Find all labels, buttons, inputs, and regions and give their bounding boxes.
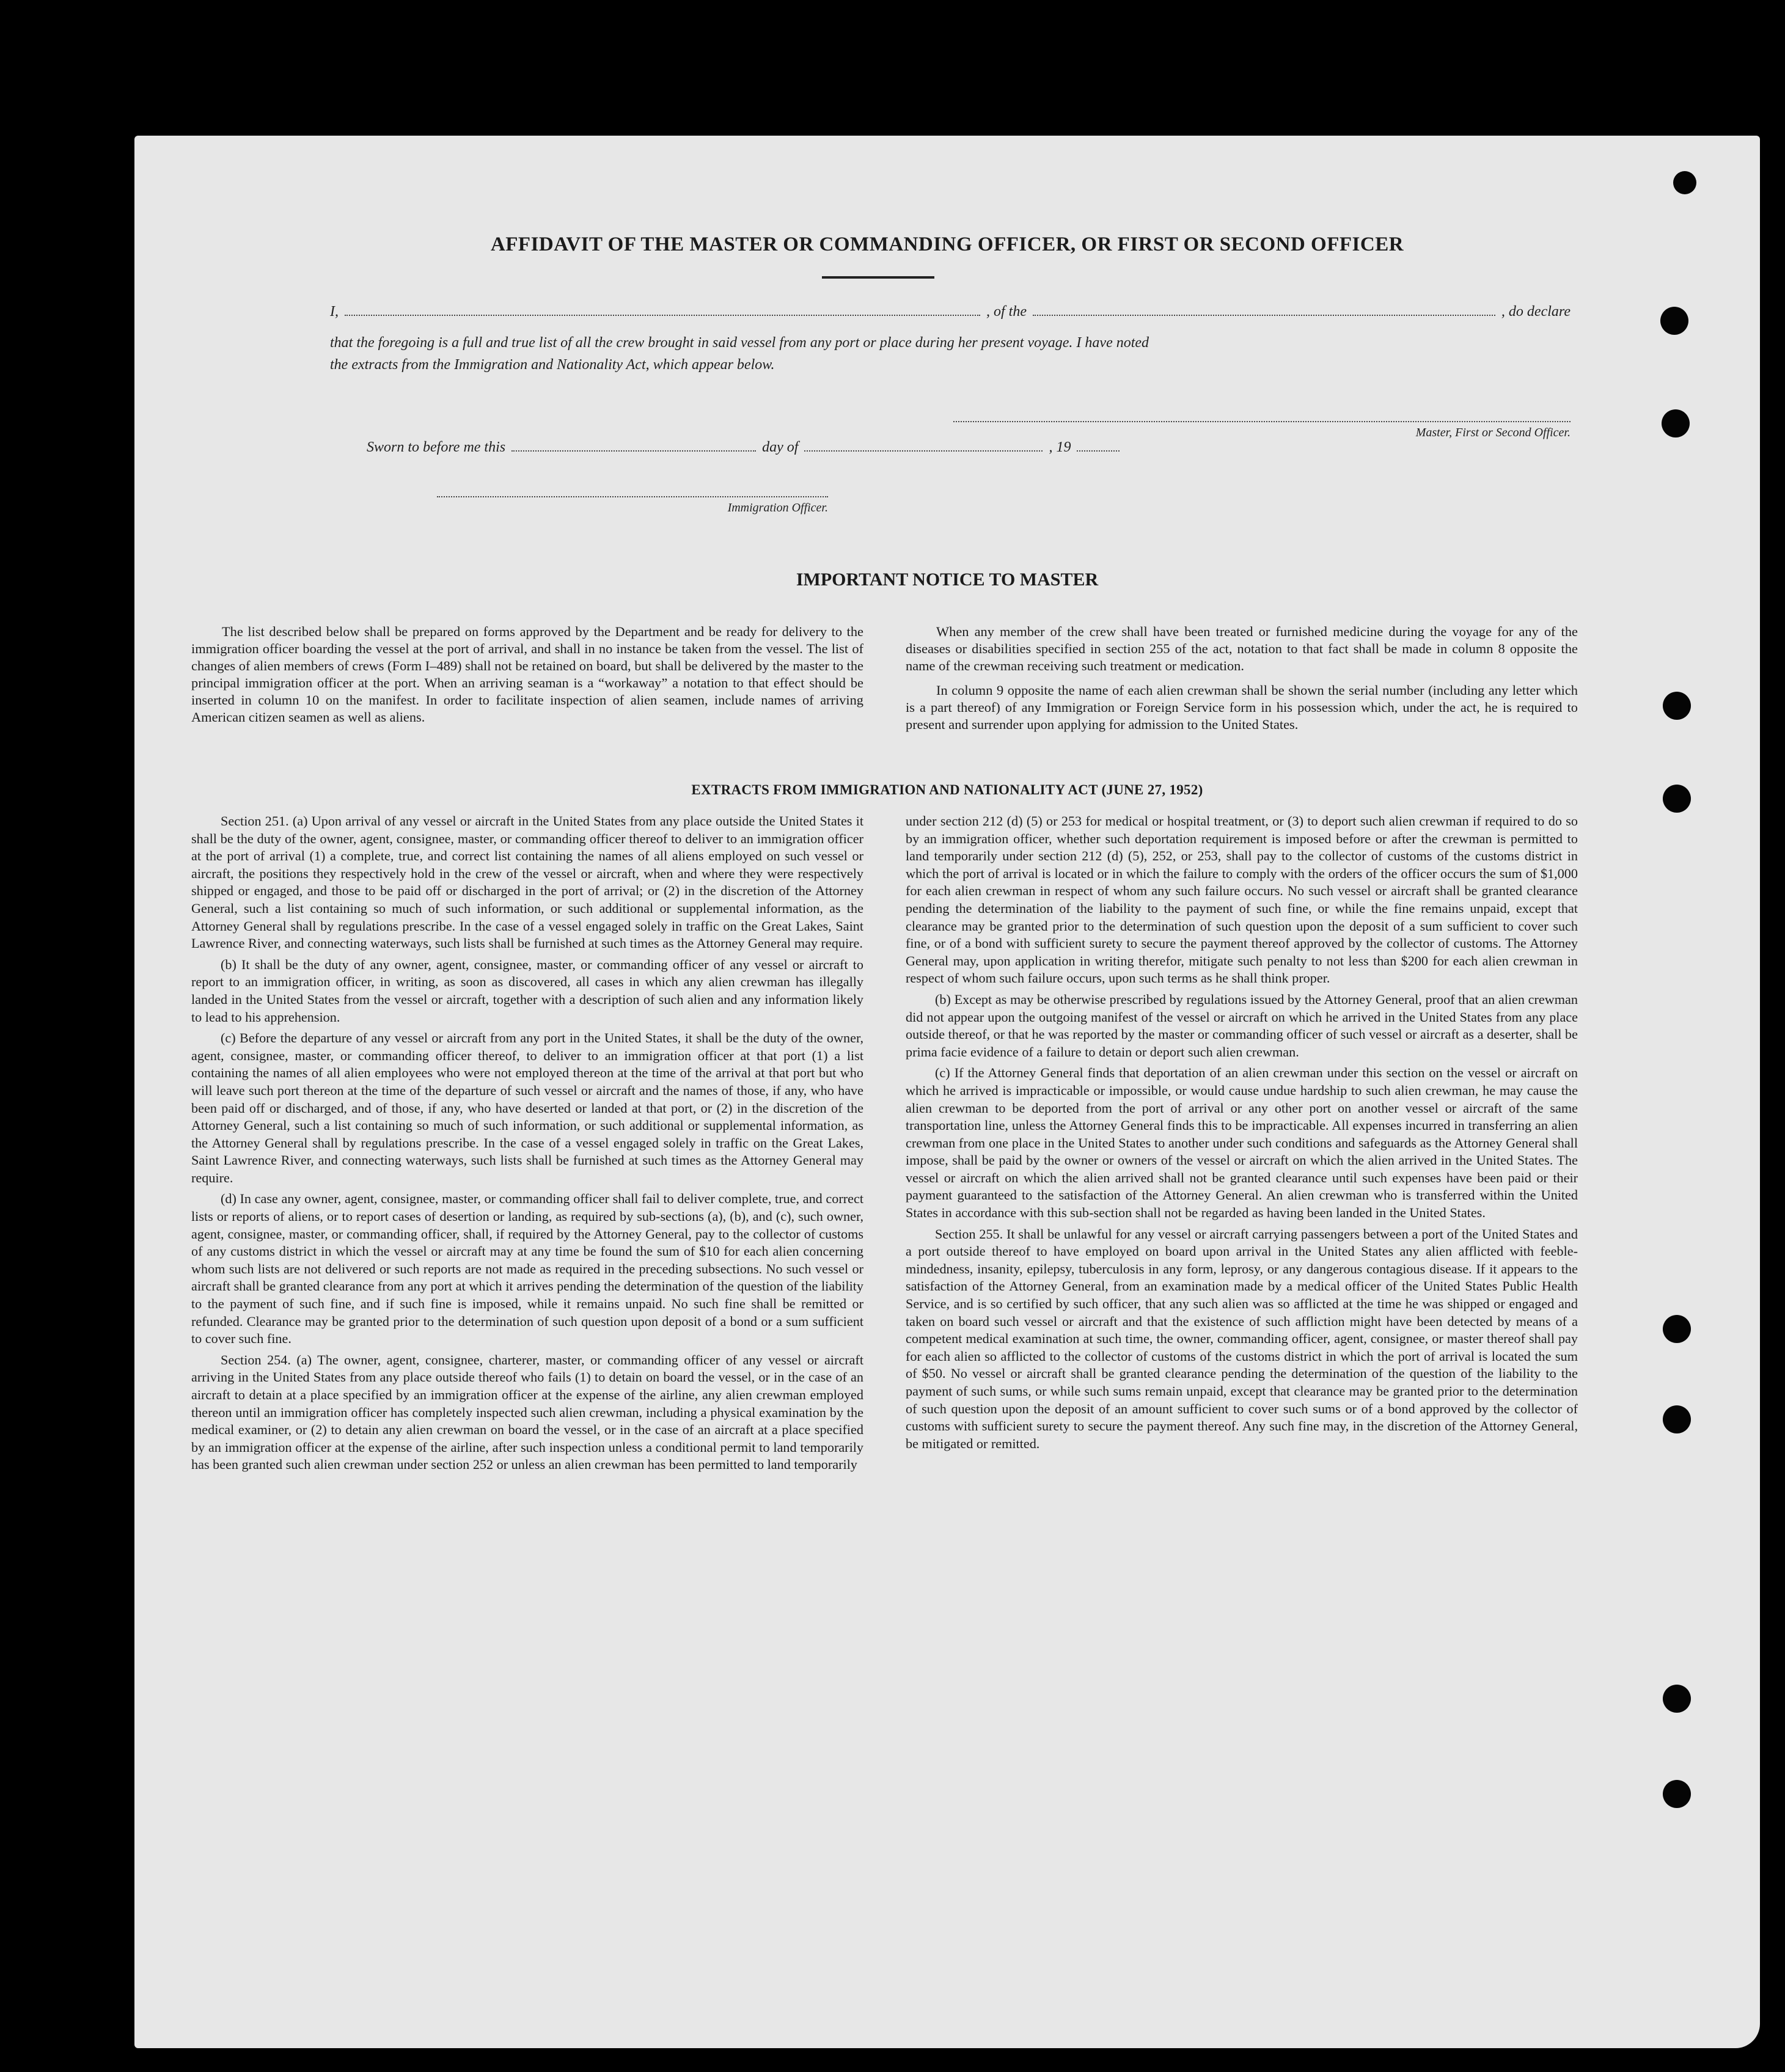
notice-right (906, 623, 1578, 741)
day-of-label: day of (762, 439, 799, 455)
notice-left (191, 623, 863, 733)
sworn-line (367, 439, 1308, 465)
section-251-d: (d) In case any owner, agent, consignee, master, or commanding officer shall fail to deliver complete, true, and correct lists or reports of aliens, or to report cases of desertion or landing, as required by sub-sections (a), (b), and (c), such owner, agent, consignee, master, or commanding officer, shall, if required by the Attorney General, pay to the collector of customs of any customs district in which the vessel or aircraft may at any time be found the sum of $10 for each alien concerning whom such lists are not delivered or such reports are not made as required in the preceding subsections. No such vessel or aircraft shall be granted clearance from any port at which it arrives pending the determination of the question of the liability to the payment of such fine, and if such fine is imposed, while it remains unpaid. No such fine shall be remitted or refunded. Clearance may be granted prior to the determination of such question upon deposit of a bond or a sum sufficient to cover such fine. (191, 1191, 863, 1347)
section-251-c: (c) Before the departure of any vessel or aircraft from any port in the United States, it shall be the duty of the owner, agent, consignee, master, or commanding officer thereof, to deliver to an immigration officer at that port (1) a list containing the names of all alien employees who were not employed thereon at the time of the arrival at that port but who will leave such port thereon at the time of the departure of such vessel or aircraft and the names of those, if any, who have been paid off or discharged, and of those, if any, who have deserted or landed at that port, or (2) in the discretion of the Attorney General, such a list containing so much of such information, or such additional or supplemental information, as the Attorney General shall by regulations prescribe. In the case of a vessel engaged solely in traffic on the Great Lakes, Saint Lawrence River, and connecting waterways, such lists shall be furnished at such times as the Attorney General may require. (191, 1030, 863, 1185)
affidavit-declaration (330, 304, 1571, 376)
section-254-c: (c) If the Attorney General finds that deportation of an alien crewman under this section on the vessel or aircraft on which he arrived is impracticable or impossible, or would cause undue hardship to such alien crewman, he may cause the alien crewman to be deported from the port of arrival or any other port on another vessel or aircraft of the same transportation line, unless the Attorney General finds this to be impracticable. All expenses incurred in transferring an alien crewman from one place in the United States to another under such conditions and safeguards as the Attorney General shall impose, shall be paid by the owner or owners of the vessel or aircraft on which the alien arrived in the United States. The vessel or aircraft on which the alien arrived shall not be granted clearance until such expenses have been paid or their payment guaranteed to the satisfaction of the Attorney General. An alien crewman who is transferred within the United States in accordance with this sub-section shall not be regarded as having been landed in the United States. (906, 1065, 1578, 1221)
punch-hole (1660, 307, 1688, 335)
of-the-label: , of the (986, 304, 1027, 320)
declare-label: , do declare (1501, 304, 1571, 320)
notice-title: IMPORTANT NOTICE TO MASTER (796, 569, 1099, 590)
punch-hole (1663, 1405, 1691, 1433)
declaration-line (330, 304, 1571, 329)
section-254-a-continued: under section 212 (d) (5) or 253 for medical or hospital treatment, or (3) to deport such alien crewman if required to do so by an immigration officer, whether such deportation requirement is imposed before or after the crewman is permitted to land temporarily under section 212 (d) (5), 252, or 253, shall pay to the collector of customs of the customs district in which the port of arrival is located or in which the failure to comply with the orders of the officer occurs the sum of $1,000 for each alien crewman in respect of whom any such failure occurs. No such vessel or aircraft shall be granted clearance pending the determination of the liability to the payment of such fine, or while the fine remains unpaid, except that clearance may be granted prior to the determination of such question upon the deposit of a sum sufficient to cover such fine, or of a bond with sufficient surety to secure the payment thereof approved by the collector of customs. The Attorney General may, upon application in writing therefor, mitigate such penalty to not less than $200 for each alien crewman in respect of whom such failure occurs, upon such terms as he shall think proper. (906, 813, 1578, 986)
punch-hole (1662, 409, 1690, 437)
punch-hole (1663, 785, 1691, 813)
notice-right-paragraph-1: When any member of the crew shall have been treated or furnished medicine during the voyage for any of the diseases or disabilities specified in section 255 of the act, notation to that fact shall be made in column 8 opposite the name of the crewman receiving such treatment or medication. (906, 624, 1578, 673)
declaration-text-2: the extracts from the Immigration and Nationality Act, which appear below. (330, 357, 775, 373)
sworn-label: Sworn to before me this (367, 439, 506, 455)
punch-hole (1663, 692, 1691, 720)
form-page (134, 136, 1760, 2048)
officer-signature-field[interactable] (437, 489, 828, 497)
extracts-title: EXTRACTS FROM IMMIGRATION AND NATIONALITY ACT (JUNE 27, 1952) (691, 782, 1203, 797)
section-254-b: (b) Except as may be otherwise prescribed by regulations issued by the Attorney General, proof that an alien crewman did not appear upon the outgoing manifest of the vessel or aircraft on which he arrived in the United States from any place outside thereof, or that he was reported by the master or commanding officer of such vessel or aircraft as a deserter, shall be prima facie evidence of a failure to detain or deport such alien crewman. (906, 991, 1578, 1060)
sworn-year-field[interactable] (1077, 439, 1120, 452)
punch-hole (1663, 1685, 1691, 1713)
sworn-month-field[interactable] (804, 439, 1043, 452)
punch-hole (1663, 1315, 1691, 1343)
officer-caption: Immigration Officer. (727, 501, 828, 514)
year-label: , 19 (1049, 439, 1071, 455)
punch-hole (1673, 171, 1696, 194)
punch-hole (1663, 1780, 1691, 1808)
title-divider (822, 276, 934, 279)
notice-left-paragraph: The list described below shall be prepared on forms approved by the Department and be ready for delivery to the immigration officer boarding the vessel at the port of arrival, and shall in no instance be taken from the vessel. The list of changes of alien members of crews (Form I–489) shall not be retained on board, but shall be delivered by the master to the principal immigration officer at the port. When an arriving seaman is a “workaway” a notation to that effect should be inserted in column 10 on the manifest. In order to facilitate inspection of alien seamen, include names of arriving American citizen seamen as well as aliens. (191, 624, 863, 725)
master-caption: Master, First or Second Officer. (1415, 426, 1571, 439)
extracts-right-column (906, 813, 1578, 1456)
name-field[interactable] (345, 304, 980, 316)
sworn-day-field[interactable] (511, 439, 756, 452)
vessel-field[interactable] (1033, 304, 1495, 316)
section-254-a: Section 254. (a) The owner, agent, consignee, charterer, master, or commanding officer of any vessel or aircraft arriving in the United States from any place outside thereof who fails (1) to detain on board the vessel, or in the case of an aircraft to detain at a place specified by an immigration officer at the expense of the airline, any alien crewman employed thereon until an immigration officer has completely inspected such alien crewman, including a physical examination by the medical examiner, or (2) to detain any alien crewman on board the vessel, or in the case of an aircraft at a place specified by an immigration officer at the expense of the airline, after such inspection unless a conditional permit to land temporarily has been granted such alien crewman under section 252 or unless an alien crewman has been permitted to land temporarily (191, 1352, 863, 1473)
section-251-a: Section 251. (a) Upon arrival of any vessel or aircraft in the United States from any place outside the United States it shall be the duty of the owner, agent, consignee, master, or commanding officer thereof to deliver to an immigration officer at the port of arrival (1) a complete, true, and correct list containing the names of all aliens employed on such vessel or aircraft, the positions they respectively hold in the crew of the vessel or aircraft, when and where they were respectively shipped or engaged, and those to be paid off or discharged in the port of arrival; or (2) in the discretion of the Attorney General, such a list containing so much of such information, or such additional or supplemental information, as the Attorney General shall by regulations prescribe. In the case of a vessel engaged solely in traffic on the Great Lakes, Saint Lawrence River, and connecting waterways, such lists shall be furnished at such times as the Attorney General may require. (191, 813, 863, 951)
notice-right-paragraph-2: In column 9 opposite the name of each alien crewman shall be shown the serial number (including any letter which is a part thereof) of any Immigration or Foreign Service form in his possession which, under the act, he is required to present and surrender upon applying for admission to the United States. (906, 683, 1578, 732)
section-255: Section 255. It shall be unlawful for any vessel or aircraft carrying passengers between a port of the United States and a port outside thereof to have employed on board upon arrival in the United States any alien afflicted with feeble-mindedness, insanity, epilepsy, tuberculosis in any form, leprosy, or any dangerous contagious disease. If it appears to the satisfaction of the Attorney General, from an examination made by a medical officer of the United States Public Health Service, and is so certified by such officer, that any such alien was so afflicted at the time he was shipped or engaged and taken on board such vessel or aircraft and that the existence of such affliction might have been detected by means of a competent medical examination at such time, the owner, commanding officer, agent, consignee, or master thereof shall pay for each alien so afflicted to the collector of customs of the customs district in which the port of arrival is located the sum of $50. No vessel or aircraft shall be granted clearance pending the determination of the question of the liability to the payment of such sums, or while such sums remain unpaid, except that clearance may be granted prior to the determination of such question upon the deposit of an amount sufficient to cover such sums or of a bond approved by the collector of customs with sufficient surety to secure the payment thereof. Any such fine may, in the discretion of the Attorney General, be mitigated or remitted. (906, 1226, 1578, 1451)
extracts-left-column (191, 813, 863, 1477)
master-signature (953, 414, 1571, 440)
pronoun-label: I, (330, 304, 339, 320)
section-251-b: (b) It shall be the duty of any owner, agent, consignee, master, or commanding officer of any vessel or aircraft to report to an immigration officer, in writing, as soon as discovered, all cases in which any alien crewman has illegally landed in the United States from the vessel or aircraft, together with a description of such alien and any information likely to lead to his apprehension. (191, 956, 863, 1025)
affidavit-title: AFFIDAVIT OF THE MASTER OR COMMANDING OFFICER, OR FIRST OR SECOND OFFICER (490, 233, 1404, 255)
officer-signature (437, 489, 828, 515)
declaration-text: that the foregoing is a full and true list of all the crew brought in said vessel from any port or place during her present voyage. I have noted (330, 335, 1149, 351)
master-signature-field[interactable] (953, 414, 1571, 422)
